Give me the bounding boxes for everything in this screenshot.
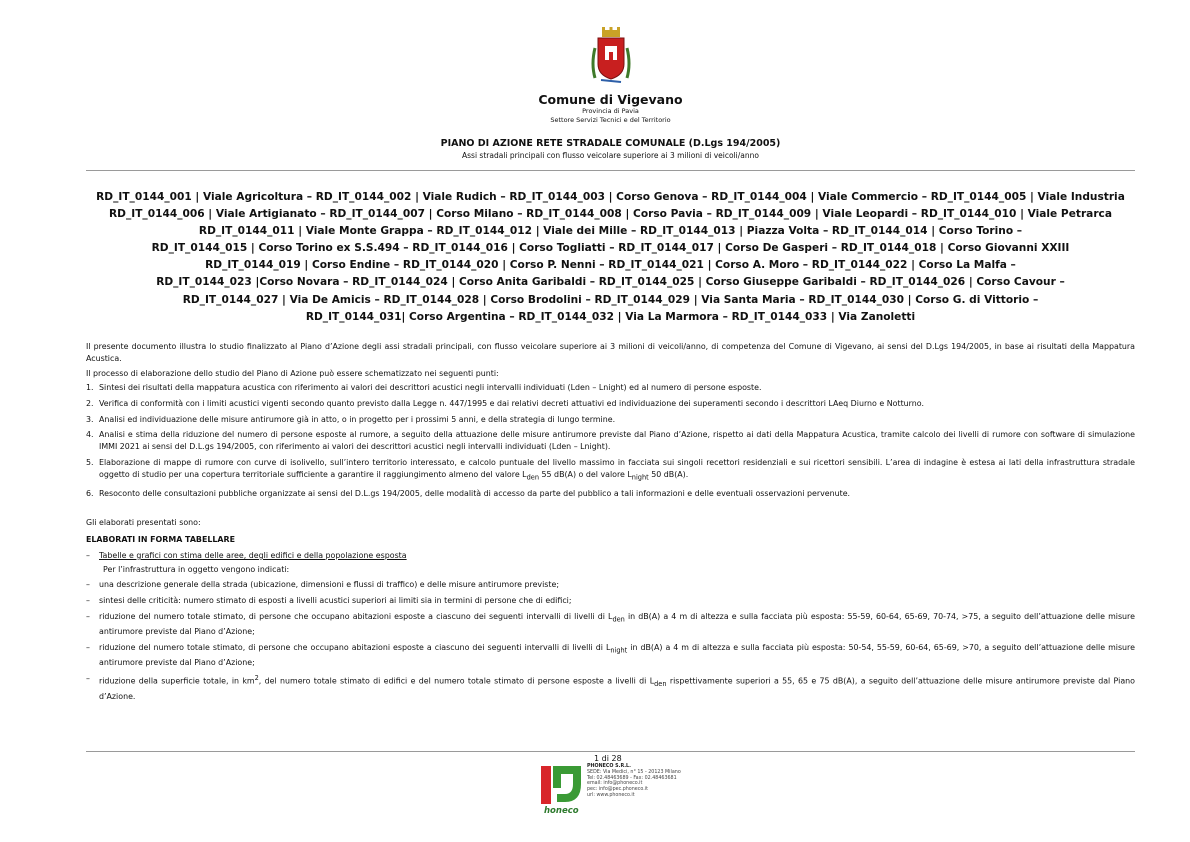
subscript: den (654, 680, 667, 689)
company-name: PHONECO S.R.L. (587, 764, 631, 769)
intro-paragraph: Il presente documento illustra lo studio finalizzato al Piano d’Azione degli assi stradali principali, con flusso veicolare superiore ai 3 milioni di veicoli/anno, di competenza del Comune di Vigevano, ai sensi del D.Lgs 194/2005, in base ai risultati della Mappatura Acustica. (86, 342, 1135, 363)
company-address: SEDE: Via Medici, n° 15 - 20123 Milano (587, 769, 681, 775)
header-divider (86, 170, 1135, 171)
dash-bullet: – (86, 611, 90, 621)
list-item (86, 595, 1135, 607)
step-text: Analisi ed individuazione delle misure antirumore già in atto, o in progetto per i prossimi 5 anni, e della strategia di lungo termine. (99, 414, 616, 424)
roads-line: RD_IT_0144_011 | Viale Monte Grappa – RD_IT_0144_012 | Viale dei Mille – RD_IT_0144_013 | Piazza Volta – RD_IT_0144_014 | Corso Torino – (198, 225, 1023, 238)
roads-line: RD_IT_0144_031| Corso Argentina – RD_IT_0144_032 | Via La Marmora – RD_IT_0144_033 | Via Zanoletti (305, 310, 916, 323)
dash-bullet: – (86, 580, 90, 589)
tabellare-label: Tabelle e grafici con stima delle aree, degli edifici e della popolazione esposta (99, 551, 407, 560)
process-steps-list (86, 382, 1135, 504)
dash-bullet: – (86, 642, 90, 652)
item-text: riduzione della superficie totale, in km (99, 676, 255, 686)
step-text: Resoconto delle consultazioni pubbliche organizzate ai sensi del D.L.gs 194/2005, delle modalità di accesso da parte del pubblico a tali informazioni e delle eventuali osservazioni pervenute. (99, 489, 851, 499)
item-text: in dB(A) a 4 m di altezza e sulla facciata più esposta: 55-59, 60-64, 65-69, 70-74, >75, a seguito dell’attuazione delle misure antirumore previste dal Piano d’Azione; (99, 611, 1135, 636)
dash-bullet: – (86, 673, 90, 683)
plan-subtitle: Assi stradali principali con flusso veicolare superiore ai 3 milioni di veicoli/anno (462, 151, 759, 160)
process-step (86, 488, 1135, 500)
process-step (86, 398, 1135, 410)
process-step (86, 382, 1135, 394)
list-item (86, 611, 1135, 638)
item-text: riduzione del numero totale stimato, di persone che occupano abitazioni esposte a ciascuno dei seguenti intervalli di livelli di L (99, 611, 613, 621)
dash-bullet: – (86, 595, 90, 605)
company-info (587, 764, 681, 799)
company-phone: Tel: 02.48463689 - Fax: 02.48463681 (587, 775, 677, 781)
step-number: 2. (86, 398, 94, 408)
item-text: riduzione del numero totale stimato, di persone che occupano abitazioni esposte a ciascuno dei seguenti intervalli di livelli di L (99, 642, 611, 652)
step-text: Elaborazione di mappe di rumore con curve di isolivello, sull’intero territorio interessato, e calcolo puntuale del livello massimo in facciata sui singoli recettori residenziali e sui ricettori sensibili. L’area di indagine è estesa ai lati della infrastruttura stradale oggetto di studio per una copertura territoriale sufficiente a garantire il raggiungimento almeno del valore L (99, 457, 1135, 479)
item-text: in dB(A) a 4 m di altezza e sulla facciata più esposta: 50-54, 55-59, 60-64, 65-69, >70, a seguito dell’attuazione delle misure antirumore previste dal Piano d’Azione; (99, 642, 1135, 668)
item-text: una descrizione generale della strada (ubicazione, dimensioni e flussi di traffico) e delle misure antirumore previste; (99, 580, 560, 589)
roads-line: RD_IT_0144_023 |Corso Novara – RD_IT_0144_024 | Corso Anita Garibaldi – RD_IT_0144_025 | Corso Giuseppe Garibaldi – RD_IT_0144_026 | Corso Cavour – (156, 276, 1065, 289)
roads-line: RD_IT_0144_001 | Viale Agricoltura – RD_IT_0144_002 | Viale Rudich – RD_IT_0144_003 | Corso Genova – RD_IT_0144_004 | Viale Commercio – RD_IT_0144_005 | Viale Industria (96, 191, 1125, 203)
company-pec: pec: info@pec.phoneco.it (587, 787, 648, 793)
phoneco-logo-text: honeco (544, 806, 579, 816)
step-text: 55 dB(A) o del valore L (539, 469, 632, 479)
city-crest-emblem (589, 26, 633, 86)
item-text: , del numero totale stimato di edifici e del numero totale stimato di persone esposte a livelli di L (258, 676, 655, 686)
step-text: Sintesi dei risultati della mappatura acustica con riferimento ai valori dei descrittori acustici negli intervalli individuati (Lden – Lnight) ed al numero di persone esposte. (99, 383, 762, 392)
process-step (86, 414, 1135, 426)
company-email: email: info@phoneco.it (587, 781, 643, 787)
roads-line: RD_IT_0144_019 | Corso Endine – RD_IT_0144_020 | Corso P. Nenni – RD_IT_0144_021 | Corso A. Moro – RD_IT_0144_022 | Corso La Malfa – (205, 259, 1016, 272)
subscript: den (526, 473, 539, 482)
company-url: url: www.phoneco.it (587, 792, 635, 798)
town-name: Comune di Vigevano (538, 92, 683, 107)
province-name: Provincia di Pavia (582, 107, 639, 115)
superscript: 2 (254, 673, 259, 682)
list-item (86, 642, 1135, 669)
elaborati-title: ELABORATI IN FORMA TABELLARE (86, 535, 235, 544)
roads-line: RD_IT_0144_027 | Via De Amicis – RD_IT_0144_028 | Corso Brodolini – RD_IT_0144_029 | Via Santa Maria – RD_IT_0144_030 | Corso G. di Vittorio – (182, 293, 1039, 306)
process-step (86, 429, 1135, 453)
step-text: Analisi e stima della riduzione del numero di persone esposte al rumore, a seguito della attuazione delle misure antirumore previste dal Piano d’Azione, rispetto ai dati della Mappatura Acustica, tramite calcolo dei livelli di rumore con software di simulazione IMMI 2021 ai sensi del D.L.gs 194/2005, con riferimento ai valori dei descrittori acustici negli intervalli individuati (Lden – Lnight). (99, 430, 1135, 452)
roads-line: RD_IT_0144_006 | Viale Artigianato – RD_IT_0144_007 | Corso Milano – RD_IT_0144_008 | Corso Pavia – RD_IT_0144_009 | Viale Leopardi – RD_IT_0144_010 | Viale Petrarca (109, 208, 1112, 221)
dash-bullet: – (86, 551, 90, 560)
page-number: 1 di 28 (594, 754, 622, 763)
item-text: sintesi delle criticità: numero stimato di esposti a livelli acustici superiori ai limiti sia in termini di persone che di edifici; (99, 595, 572, 605)
elaborati-intro: Gli elaborati presentati sono: (86, 518, 201, 527)
step-number: 4. (86, 430, 94, 440)
roads-line: RD_IT_0144_015 | Corso Torino ex S.S.494 – RD_IT_0144_016 | Corso Togliatti – RD_IT_0144_017 | Corso De Gasperi – RD_IT_0144_018 | Corso Giovanni XXIII (151, 242, 1070, 255)
phoneco-logo-icon (541, 762, 583, 806)
subscript: night (631, 473, 649, 482)
step-number: 6. (86, 489, 94, 499)
step-number: 1. (86, 383, 94, 392)
step-text: Verifica di conformità con i limiti acustici vigenti secondo quanto previsto dalla Legge n. 447/1995 e dai relativi decreti attuativi ed individuazione dei superamenti secondo i descrittori LAeq Diurno e Notturno. (99, 398, 924, 408)
sector-name: Settore Servizi Tecnici e del Territorio (550, 116, 671, 124)
subscript: night (610, 646, 628, 655)
list-item (86, 673, 1135, 703)
item-text: rispettivamente superiori a 55, 65 e 75 dB(A), a seguito dell’attuazione delle misure antirumore previste dal Piano d’Azione. (99, 676, 1136, 701)
step-number: 3. (86, 414, 94, 424)
step-number: 5. (86, 457, 94, 467)
list-item (86, 579, 1135, 591)
step-text: 50 dB(A). (648, 469, 689, 479)
subscript: den (612, 615, 625, 624)
per-infrastructure-text: Per l’infrastruttura in oggetto vengono indicati: (103, 565, 290, 574)
indications-list (86, 579, 1135, 707)
plan-title: PIANO DI AZIONE RETE STRADALE COMUNALE (D.Lgs 194/2005) (440, 138, 781, 149)
process-step (86, 457, 1135, 484)
roads-list (86, 189, 1135, 326)
footer-divider (86, 751, 1135, 752)
process-intro: Il processo di elaborazione dello studio del Piano di Azione può essere schematizzato nei seguenti punti: (86, 369, 499, 378)
